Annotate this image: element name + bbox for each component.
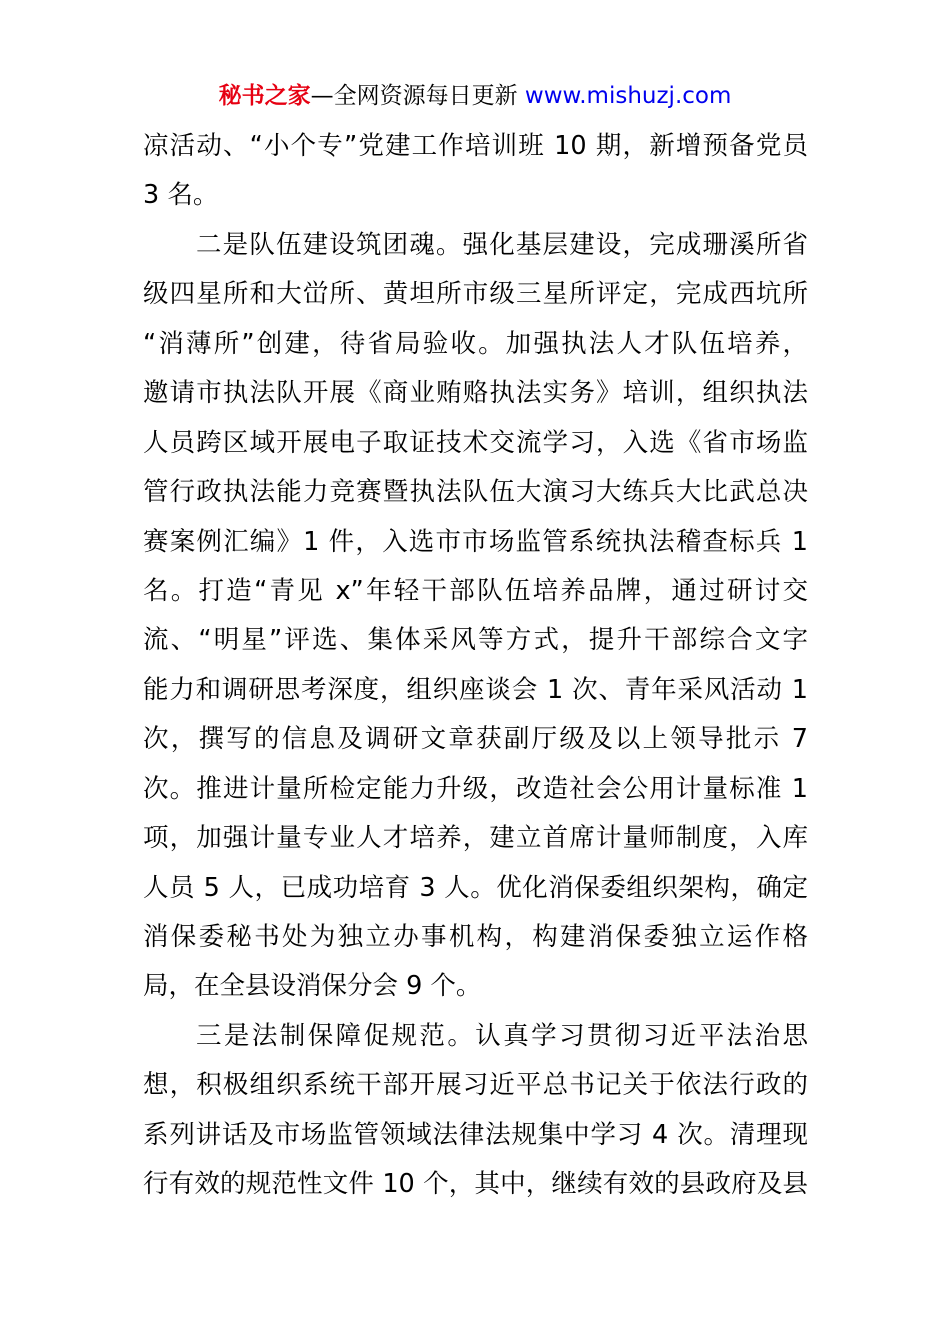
text-line: 次，撰写的信息及调研文章获副厅级及以上领导批示 7	[143, 724, 808, 755]
text-line: 项，加强计量专业人才培养，建立首席计量师制度，入库	[143, 823, 808, 854]
text-line: 行有效的规范性文件 10 个，其中，继续有效的县政府及县	[143, 1169, 808, 1200]
document-body	[143, 128, 808, 1216]
site-url-link[interactable]: www.mishuzj.com	[524, 83, 732, 109]
text-line: 凉活动、“小个专”党建工作培训班 10 期，新增预备党员	[143, 131, 808, 161]
text-line: 级四星所和大峃所、黄坦所市级三星所评定，完成西坑所	[143, 279, 808, 310]
text-line: 流、“明星”评选、集体采风等方式，提升干部综合文字	[143, 625, 808, 656]
site-header	[0, 80, 950, 112]
text-line: 消保委秘书处为独立办事机构，构建消保委独立运作格	[143, 922, 808, 952]
header-tagline: —全网资源每日更新	[310, 83, 525, 109]
text-line: 想，积极组织系统干部开展习近平总书记关于依法行政的	[143, 1070, 808, 1101]
text-line: 赛案例汇编》1 件，入选市市场监管系统执法稽查标兵 1	[143, 526, 808, 557]
text-line: 管行政执法能力竞赛暨执法队伍大演习大练兵大比武总决	[143, 477, 808, 508]
text-line: “消薄所”创建，待省局验收。加强执法人才队伍培养，	[143, 328, 808, 359]
paragraph-heading-line: 二是队伍建设筑团魂。强化基层建设，完成珊溪所省	[196, 229, 808, 260]
text-line: 人员 5 人，已成功培育 3 人。优化消保委组织架构，确定	[143, 872, 808, 903]
brand-name: 秘书之家	[218, 83, 311, 109]
text-line: 名。打造“青见 x”年轻干部队伍培养品牌，通过研讨交	[143, 575, 808, 606]
text-line: 能力和调研思考深度，组织座谈会 1 次、青年采风活动 1	[143, 674, 808, 705]
text-line: 邀请市执法队开展《商业贿赂执法实务》培训，组织执法	[143, 378, 808, 409]
text-line: 系列讲话及市场监管领域法律法规集中学习 4 次。清理现	[143, 1119, 808, 1150]
text-line: 次。推进计量所检定能力升级，改造社会公用计量标准 1	[143, 773, 808, 804]
text-line: 局，在全县设消保分会 9 个。	[143, 971, 482, 1002]
text-line: 人员跨区域开展电子取证技术交流学习，入选《省市场监	[143, 427, 808, 458]
text-line: 3 名。	[143, 180, 219, 211]
paragraph-heading-line: 三是法制保障促规范。认真学习贯彻习近平法治思	[196, 1020, 808, 1051]
